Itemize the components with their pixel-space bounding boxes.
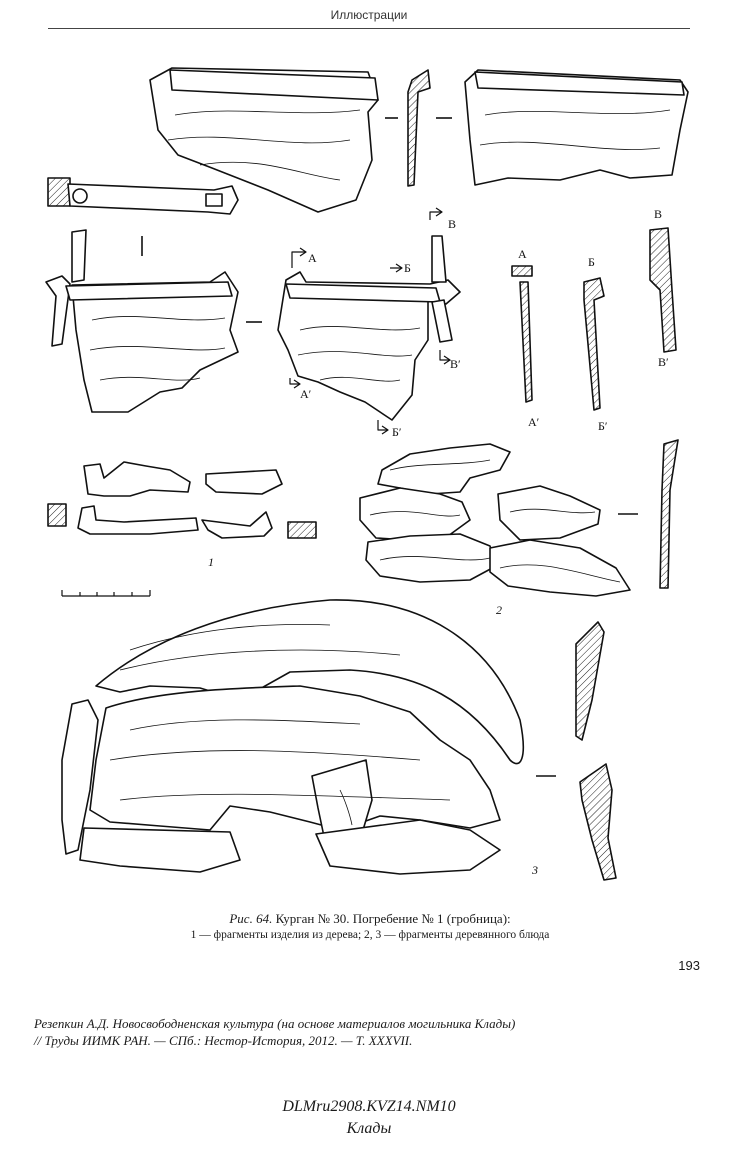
panel-3-section [576, 622, 616, 880]
fragment-middle-left [46, 230, 238, 412]
section-v [650, 228, 676, 352]
caption-legend: 1 — фрагменты изделия из дерева; 2, 3 — фрагменты деревянного блюда [190, 928, 550, 941]
panel-1-fragments [48, 462, 316, 538]
section-label-v-profile: В [654, 207, 663, 221]
caption-title: Курган № 30. Погребение № 1 (гробница): [275, 911, 511, 926]
figure-drawing [0, 40, 738, 900]
section-label-v-top: В [448, 217, 457, 231]
fragment-top-section [408, 70, 430, 186]
panel-number-1: 1 [208, 555, 214, 569]
page-number: 193 [678, 958, 700, 973]
section-label-b-prime: Б′ [392, 425, 402, 439]
section-label-a-profile: A [518, 247, 527, 261]
caption-figure-label: Рис. 64. [229, 911, 273, 926]
section-label-b-top: Б [404, 261, 411, 275]
panel-3-fragments [62, 600, 523, 874]
running-head: Иллюстрации [330, 8, 408, 22]
citation [34, 1016, 714, 1050]
section-label-v-prime: В′ [450, 357, 461, 371]
section-label-a-prime: A′ [300, 387, 312, 401]
citation-line-1: Резепкин А.Д. Новосвободненская культура (на основе материалов могильника Клады) [34, 1016, 516, 1031]
panel-2-fragments [360, 444, 630, 596]
fragment-handle [48, 178, 238, 214]
panel-number-2: 2 [496, 603, 502, 617]
panel-number-3: 3 [532, 863, 538, 877]
section-b [584, 278, 604, 410]
fragment-top-right [465, 70, 688, 185]
scale-bar [62, 590, 150, 596]
panel-2-section [660, 440, 678, 588]
section-a [512, 266, 532, 402]
section-label-a-prime-profile: A′ [528, 415, 540, 429]
citation-line-2: // Труды ИИМК РАН. — СПб.: Нестор-История, 2012. — Т. XXXVII. [34, 1032, 413, 1048]
section-label-b-profile: Б [588, 255, 595, 269]
footer-title: Клады [346, 1119, 392, 1137]
section-label-b-prime-profile: Б′ [598, 419, 608, 433]
section-label-v-prime-profile: В′ [658, 355, 669, 369]
footer-code: DLMru2908.KVZ14.NM10 [282, 1098, 456, 1115]
figure-caption [110, 910, 630, 943]
footer [0, 1096, 738, 1139]
section-label-a-top: A [308, 251, 317, 265]
header-rule [48, 28, 690, 29]
